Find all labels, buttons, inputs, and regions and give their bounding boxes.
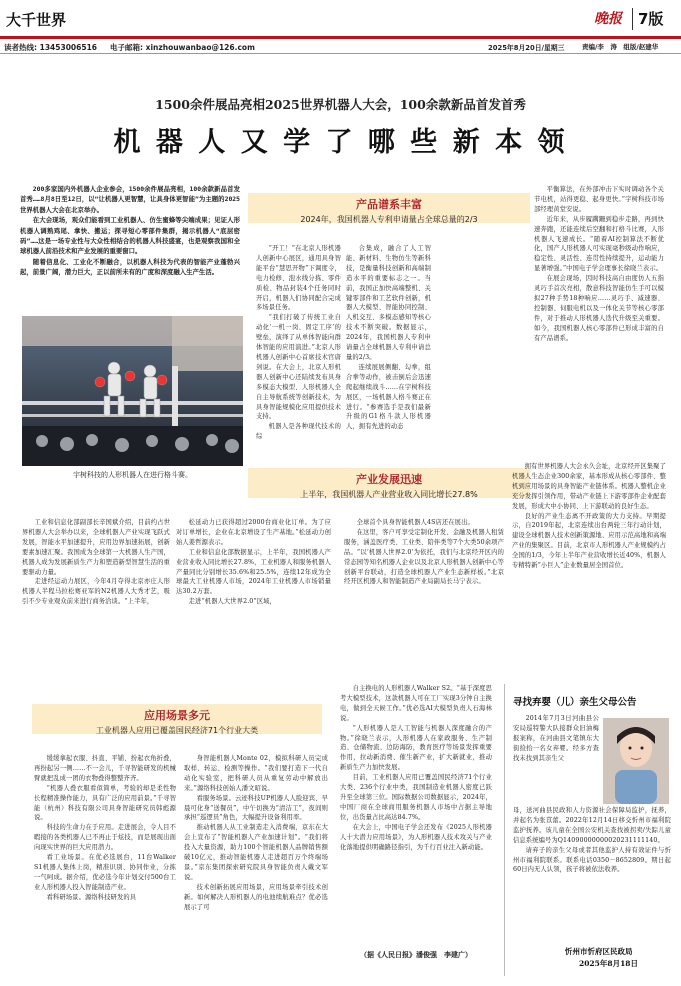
paragraph: 看服务场景。云迹科技UP机器人人脸迎宾、早晨可化身“送餐员”，中午切换为“清洁工”，夜间则承担“巡逻员”角色，大幅提升设备利用率。 — [184, 794, 328, 822]
paragraph: 近年来，从步履蹒跚到稳步走路，再到快速奔跑，还能连续后空翻和打格斗比赛，人形机器人飞速成长。“随着AI控制算法不断优化，国产人形机器人可实现毫秒级动作响应，稳定性、灵活性、连贯性持续提升，运动能力显著增强。”中国电子学会理事长徐晓兰表示。 — [534, 215, 664, 273]
issue-date: 2025年8月20日/星期三 — [488, 44, 565, 52]
paragraph: 全球首个具身智能机器人4S店还在展出。 — [356, 519, 474, 526]
paragraph: 工业和信息化部数据显示，上半年，我国机器人产业营业收入同比增长27.8%，工业机器人和服务机器人产量同比分别增长35.6%和25.5%，连续12年成为全球最大工业机器人市场，2024年工业机器人市场销量达30.2万套。 — [176, 548, 331, 596]
paragraph: 工业和信息化部副部长辛国斌介绍，目前约占世界机器人大会举办以来，全球机器人产业实现飞跃式发展，智能水平加速提升，应用边界加速拓展，创新要素加速汇聚。我国成为全球第一大机器人生产国，机器人成为发展新质生产力和塑造新型智慧生活的重要驱动力量。 — [22, 519, 170, 576]
section-title: 应用场景多元 — [144, 709, 210, 722]
section-title: 产业发展迅速 — [356, 473, 422, 486]
section-name: 大千世界 — [6, 11, 67, 29]
paragraph: “我们打破了传统工业自动化‘一机一岗、固定工序’的壁垒，演绎了从单体智能向群体智能的应用演进。”北京人形机器人创新中心首席技术官唐剑说。在大会上，北京人形机器人创新中心还陆续发布具身多模态大模型、人形机器人全自主导航系统等创新技术，为具身智能规模化应用提供技术支持。 — [256, 314, 341, 421]
lede-paragraph: 在大会现场，观众们能看到工业机器人、仿生蜜蜂等尖端成果；见证人形机器人调熟鸡尾、拿快、搬运；探寻短心零部件集群，揭示机器人“底层密码”……这是一场专业性与大众性相结合的机器人科技盛宴，也是观察我国和全球机器人前沿技术和产业发展的重要窗口。 — [20, 216, 240, 256]
paragraph: 连续展展侧翻、勾拳，组合拳等动作，被击倒后会迅速爬起继续战斗……在宇树科技展区，一场机器人格斗赛正在进行。“参赛选手是我们最新升级的G1格斗款人形机器人，拥有先进的动态 — [346, 363, 431, 431]
notice-date: 2025年8月18日 — [579, 959, 639, 968]
paragraph: 目前，工业机器人应用已覆盖国民经济71个行业大类、236个行业中类，我国制造业机器人密度已跃升至全球第三位。国际数据公司数据显示，2024年，中国厂商在全球商用服务机器人市场中占据主导地位，出货量占比高达84.7%。 — [340, 774, 492, 821]
s3-column-2 — [184, 754, 328, 954]
editor-credit: 责编/李 涛 组版/赵建华 — [582, 43, 659, 51]
section-subtitle: 2024年，我国机器人专利申请量占全球总量的2/3 — [300, 215, 478, 224]
paragraph: 良好的产业生态离不开政策的大力支持。早期提示，自2019年起，北京连续出台两轮三年行动计划，建设全球机器人技术创新策源地、应用示范高地和高端产业的集聚区。目前，北京市人形机器人产业规模约占全国的1/3，今年上半年产业营收增长近40%，机器人专精特新“小巨人”企业数量居全国首位。 — [512, 512, 666, 570]
s2-column-4 — [512, 462, 666, 666]
section-subtitle: 工业机器人应用已覆盖国民经济71个行业大类 — [95, 726, 259, 735]
notice-side-text — [513, 714, 599, 804]
paper-logo: 晚报 — [594, 11, 622, 27]
paragraph: 技术创新拓展应用场景，应用场景牵引技术创新。如何解决人形机器人的电池续航难点？优必选展示了可 — [184, 883, 328, 911]
s2-column-1 — [22, 518, 170, 666]
section-band-3 — [32, 704, 322, 734]
notice-box — [504, 684, 674, 976]
notice-signature: 忻州市忻府区民政局 — [565, 947, 633, 956]
s1-column-3 — [534, 185, 664, 457]
section-band-1 — [248, 193, 530, 223]
paragraph: 母，送河曲县民政和人力资源社会保障局监护，抚养，并起名为张苡蕾。2022年12月14日移交忻州市福利院监护抚养。该儿童在全国公安机关查找被拐卖/失踪儿童信息系统编号为Q14090000000020231111140。 — [513, 807, 671, 844]
paragraph: 2014年7月3日河曲县公安局巡特警大队接群众旧油梅报案称，在河曲县文笔镇东大街捡拾一名女弃婴。经多方查找未找到其亲生父 — [513, 715, 599, 762]
s2-column-3 — [344, 518, 504, 666]
notice-title: 寻找弃婴（儿）亲生父母公告 — [513, 697, 637, 708]
paragraph: 在大会上，中国电子学会还发布《2025人形机器人十大潜力应用场景》，为人形机器人技术攻关与产业化落地提供明确路径指引，为千行百业注入新动能。 — [340, 823, 492, 851]
paragraph: 身智能机器人Monte 02，模拟科研人员完成取样、转运、检测等操作。“我们要打造下一代自动化实验室，把科研人员从重复劳动中解放出来。”源络科技创始人潘文昭说。 — [184, 755, 328, 792]
notice-body — [513, 806, 671, 944]
sub-rule — [0, 53, 681, 54]
lede-paragraph: 随着信息化、工业化不断融合，以机器人科技为代表的智能产业蓬勃兴起，前景广阔，潜力巨大，正以前所未有的广度和深度融入生产生活。 — [20, 257, 240, 277]
paragraph: 在这里，客户可享受定制化开发、金融及机器人租赁服务，涵盖医疗类、工业类、陪伴类等7个大类50余项产品。“以‘机器人世界2.0’为依托，我们与北京经开区内的常态园等知名机器人企业以及北京人形机器人创新中心等创新平台联动，打造全球机器人产业生态新样板。”北京经开区机器人和智能制造产业局副局长马宁表示。 — [344, 528, 504, 586]
s3-column-3 — [340, 684, 492, 946]
lede — [20, 184, 240, 278]
email: 电子邮箱: xinzhouwanbao@126.com — [110, 43, 255, 52]
paragraph: 走进经运动力展区，今年4月夺得北京亦庄人形机器人半程马拉松赛亚军的N2机器人大秀才艺，吸引不少专业观众前来进行商务洽谈。“上半年， — [22, 578, 170, 606]
fight-photo — [22, 316, 243, 466]
s2-column-2 — [176, 518, 331, 666]
paragraph: “开工！”在北京人形机器人创新中心展区，通用具身智能平台“慧思开物”下调度令，电力检修、泡水线分拣、零件质检、物品封装4个任务同时开启，机器人们协同配合完成多场景任务。 — [256, 245, 341, 312]
paragraph: 拥有世界机器人大会永久会址，北京经开区集聚了机器人生态企业300余家，基本形成从核心零部件、整机到应用场景的具身智能产业链体系。机器人整机企业充分发挥引领作用，带动产业链上下游零部件企业配套发展，形成大中小协同、上下游联动的良好生态。 — [512, 463, 666, 510]
hotline: 读者热线: 13453006516 — [4, 43, 98, 52]
lede-paragraph: 200多家国内外机器人企业参会，1500余件展品亮相，100余款新品首发首秀……8月8日至12日，以“让机器人更智慧，让具身体更智能”为主题的2025世界机器人大会在北京举办。 — [20, 185, 240, 214]
paragraph: 走进“机器人大世界2.0”区域， — [188, 598, 276, 606]
kicker: 1500余件展品亮相2025世界机器人大会，100余款新品首发首秀 — [155, 97, 526, 112]
paragraph: 合集成，融合了人工智能、新材料、生物仿生等新科技，是衡量科技创新和高端制造水平的重要标志之一。当前，我国正加快高端整机、关键零部件和工艺软件创新，机器人大模型、智能协同控制、人机交互、多模态感知等核心技术不断突破。数据显示，2024年，我国机器人专利申请量占全球机器人专利申请总量的2/3。 — [346, 245, 431, 361]
paragraph: 自主换电的人形机器人Walker S2。“基于深度思考大模型技术，这款机器人可在工厂实现3分钟自主换电，做到全天候工作。”优必选AI大模型负责人石海林说。 — [340, 685, 492, 722]
paragraph: 科技的生命力在于应用。走进展会，令人目不暇接的各类机器人已不再止于炫技，而是展现出面向现实世界的巨大应用潜力。 — [34, 824, 176, 852]
paragraph: 缓缓拿起衣服、抖直、平铺、扮起衣角折叠，再扮起另一侧……不一会儿，千寻智能研发的机械臂就把乱成一团的衣物叠得整整齐齐。 — [34, 755, 176, 782]
paragraph: 在展会现场，因时科技高自由度仿人五指灵巧手首次亮相，散意科技智能仿生手可以模拟27种手势18种响应……灵巧手、减速器、控制器、伺服电机以及一体化关节等核心零部件，对于推动人形机器人迭代升级至关重要。如今，我国机器人核心零部件已形成丰富的自有产品谱系。 — [534, 275, 664, 342]
page-number: 7版 — [638, 10, 664, 28]
masthead-rule — [0, 36, 681, 39]
masthead — [4, 4, 677, 38]
paragraph: 平衡算法，在外部冲击下实时调动各个关节电机，站得更稳、起身更快。”宇树科技市场部经理黄堂安说。 — [534, 186, 664, 213]
child-photo — [603, 718, 669, 804]
paragraph: 请弃子的亲生父母或者其他监护人持有效证件与忻州市福利院联系。联系电话0350－8652809。期日起60日内无人认领，孩子将被依法收养。 — [513, 846, 671, 874]
paragraph: 松延动力已获得超过2000台商业化订单。为了应对订单增长，企业在北京增设了生产基地。”松延动力创始人姜哲源表示。 — [176, 519, 331, 546]
section-band-2 — [248, 468, 530, 498]
paragraph: 推动机器人从工业制造走入消费端，京东在大会上宣布了“智能机器人产业加速计划”。“我们将投入大量资源，助力100个智能机器人品牌销售额破10亿元，推动智能机器人走进超百万个终端场景。”京东集团探索研究院具身智能负责人戴文军说。 — [184, 824, 328, 881]
main-headline: 机 器 人 又 学 了 哪 些 新 本 领 — [113, 127, 568, 158]
photo-caption: 宇树科技的人形机器人在进行格斗赛。 — [73, 471, 192, 479]
paragraph: 看科研场景。源络科技研发的具 — [46, 893, 137, 901]
paragraph: “人形机器人是人工智能与机器人深度融合的产物。”徐晓兰表示，人形机器人在家政服务、生产制造、仓储物流、边防海防，教育医疗等场景发挥重要作用，拉动新消费、催生新产业，扩大新就业，推动新质生产力加快发展。 — [340, 724, 492, 772]
section-subtitle: 上半年，我国机器人产业营业收入同比增长27.8% — [300, 490, 478, 499]
s1-column-2 — [346, 244, 431, 470]
divider — [632, 8, 633, 30]
paragraph: “机器人叠衣服看似简单，考验的却是柔性物长程精准操作能力，具有广泛的应用前景。”千寻智能（杭州）科技有限公司具身智能研究员韩彪源说。 — [34, 784, 176, 822]
paragraph: 看工业场景。在优必选展台，11台Walker S1机器人集体上岗，精准识别、协同作业，分拣一气呵成。据介绍，优必选今年计划交付500台工业人形机器人投入智能制造产业。 — [34, 854, 176, 891]
s3-column-1 — [34, 754, 176, 954]
byline: （据《人民日报》潘俊强 李建广） — [360, 950, 472, 959]
section-title: 产品谱系丰富 — [356, 198, 422, 211]
s1-column-1 — [256, 244, 341, 470]
paragraph: 机器人是各种现代技术的综 — [256, 423, 341, 441]
